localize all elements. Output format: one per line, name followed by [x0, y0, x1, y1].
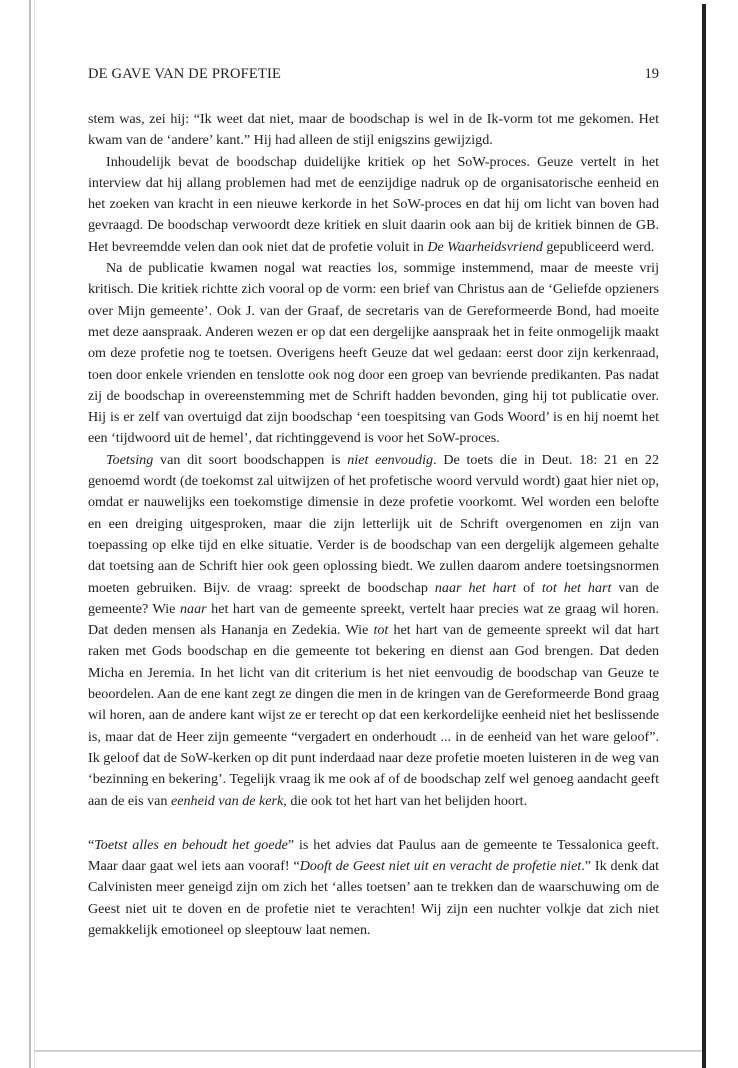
- text-run: Na de publicatie kwamen nogal wat reacties los, sommige instemmend, maar de meeste vrij kritisch. Die kritiek richtte zich vooral op de vorm: een brief van Christus aan de ‘Geliefde opzieners over Mijn gemeente’. Ook J. van der Graaf, de secretaris van de Gereformeerde Bond, had moeite met deze aanspraak. Anderen wezen er op dat een dergelijke aanspraak het in feite onmogelijk maakt om deze profetie nog te toetsen. Overigens heeft Geuze dat wel gedaan: eerst door zijn kerkenraad, toen door enkele vrienden en tenslotte ook nog door een groep van bevriende predikanten. Pas nadat zij de boodschap in overeenstemming met de Schrift hadden bevonden, ging hij tot publicatie over. Hij is er zelf van overtuigd dat zijn boodschap ‘een toespitsing van Gods Woord’ is en hij noemt het een ‘tijdwoord uit de hemel’, dat richtinggevend is voor het SoW-proces.: [88, 260, 659, 447]
- italic-run: Dooft de Geest niet uit en veracht de profetie niet: [299, 858, 582, 875]
- scan-edge-bottom: [34, 1050, 702, 1052]
- italic-run: naar het hart: [434, 579, 517, 596]
- text-run: . De toets die in Deut. 18: 21 en 22 genoemd wordt (de toekomst zal uitwijzen of het profetische woord vervuld wordt) gaat hier niet op, omdat er nauwelijks een toekomstige dimensie in deze profetie voorkomt. Wel worden een belofte en een dreiging uitgesproken, maar die zijn letterlijk uit de Schrift overgenomen en zijn van toepassing op elke tijd en elke situatie. Verder is de boodschap van een dergelijk algemeen gehalte dat toetsing aan de Schrift hier ook geen oplossing biedt. We zullen daarom andere toetsingsnormen moeten gebruiken. Bijv. de vraag: spreekt de boodschap: [88, 451, 659, 596]
- italic-run: De Waarheidsvriend: [427, 238, 543, 255]
- body-text: [88, 109, 659, 941]
- text-run: “: [88, 836, 95, 853]
- text-run: .” Ik denk dat Calvinisten meer geneigd zijn om zich het ‘alles toetsen’ aan te trekken dan de waarschuwing om de Geest niet uit te doven en de profetie niet te verachten! Wij zijn een nuchter volkje dat zich niet gemakkelijk emotioneel op sleeptouw laat nemen.: [88, 858, 659, 938]
- scan-edge-left-inner: [34, 0, 35, 1068]
- italic-run: Toetsing: [106, 451, 154, 468]
- text-run: van dit soort boodschappen is: [153, 451, 348, 468]
- italic-run: Toetst alles en behoudt het goede: [94, 836, 288, 853]
- paragraph: [88, 258, 659, 450]
- scan-edge-right: [702, 4, 706, 1068]
- italic-run: tot het hart: [541, 579, 612, 596]
- text-run: stem was, zei hij: “Ik weet dat niet, maar de boodschap is wel in de Ik-vorm tot me gekomen. Het kwam van de ‘andere’ kant.” Hij had alleen de stijl enigszins gewijzigd.: [88, 111, 659, 149]
- text-run: van de gemeente? Wie: [88, 579, 660, 617]
- text-run: het hart van de gemeente spreekt wil dat hart raken met Gods boodschap en die gemeente tot bekering en dienst aan God brengen. Dat deden Micha en Jeremia. In het licht van dit criterium is het niet eenvoudig de boodschap van Geuze te beoordelen. Aan de ene kant zegt ze dingen die men in de kringen van de Gereformeerde Bond graag wil horen, aan de andere kant wijst ze er terecht op dat een kerkordelijke eenheid niet het beslissende is, maar dat de Heer zijn gemeente “vergadert en onderhoudt ... in de eenheid van het ware geloof”. Ik geloof dat de SoW-kerken op dit punt inderdaad naar deze profetie moeten luisteren in de weg van ‘bezinning en bekering’. Tegelijk vraag ik me ook af of de boodschap zelf wel genoeg aandacht geeft aan de eis van: [88, 622, 659, 809]
- scan-edge-left: [29, 0, 31, 1068]
- italic-run: niet eenvoudig: [347, 451, 434, 468]
- italic-run: tot: [373, 622, 389, 639]
- text-run: , die ook tot het hart van het belijden hoort.: [283, 792, 528, 809]
- page-header: [88, 66, 659, 88]
- text-run: of: [516, 579, 542, 596]
- text-run: gepubliceerd werd.: [542, 238, 655, 255]
- paragraph: [88, 450, 659, 812]
- text-run: ” is het advies dat Paulus aan de gemeente te Tessalonica geeft. Maar daar gaat wel iets aan vooraf! “: [88, 836, 659, 875]
- running-title: DE GAVE VAN DE PROFETIE: [88, 66, 282, 82]
- text-run: het hart van de gemeente spreekt, vertelt haar precies wat ze graag wil horen. Dat deden mensen als Hananja en Zedekia. Wie: [88, 600, 659, 639]
- paragraph: [88, 835, 659, 941]
- italic-run: naar: [179, 600, 207, 617]
- text-run: Inhoudelijk bevat de boodschap duidelijke kritiek op het SoW-proces. Geuze vertelt in het interview dat hij allang problemen had met de eenzijdige nadruk op de organisatorische eenheid en het zoeken van kracht in een nieuwe kerkorde in het SoW-proces en dat hij om licht van boven had gevraagd. De boodschap verwoordt deze kritiek en sluit daarin ook aan bij de kritiek binnen de GB. Het bevreemdde velen dan ook niet dat de profetie voluit in: [88, 153, 659, 255]
- page-number: 19: [644, 66, 659, 82]
- paragraph: [88, 152, 659, 258]
- italic-run: eenheid van de kerk: [170, 792, 284, 809]
- paragraph: [88, 109, 659, 152]
